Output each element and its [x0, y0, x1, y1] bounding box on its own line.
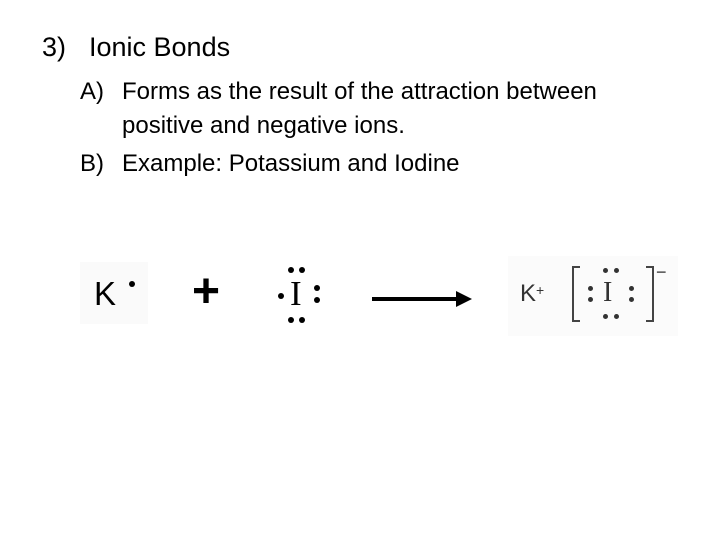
list-item-text: Forms as the result of the attraction between positive and negative ions.	[122, 78, 597, 139]
potassium-ion-charge: +	[536, 282, 545, 298]
plus-sign: +	[192, 265, 221, 318]
list-item-text: Example: Potassium and Iodine	[122, 150, 460, 177]
potassium-ion-symbol: K	[520, 280, 537, 307]
right-bracket	[646, 266, 654, 322]
heading-number: 3)	[42, 32, 67, 62]
iodine-symbol: I	[290, 274, 302, 313]
valence-electron-dot	[314, 285, 320, 291]
valence-electron-dot	[314, 297, 320, 303]
reaction-arrow-shaft	[372, 297, 460, 301]
electron-dot	[614, 268, 619, 273]
electron-dot	[614, 314, 619, 319]
valence-electron-dot	[288, 317, 294, 323]
list-item-letter: B)	[80, 150, 104, 177]
electron-dot	[588, 286, 593, 291]
valence-electron-dot	[299, 317, 305, 323]
electron-dot	[629, 297, 634, 302]
reaction-arrow-head	[456, 291, 472, 307]
valence-electron-dot	[278, 293, 284, 299]
valence-electron-dot	[299, 267, 305, 273]
potassium-ion	[520, 280, 544, 308]
valence-electron-dot	[288, 267, 294, 273]
electron-dot	[603, 268, 608, 273]
valence-electron-dot	[129, 281, 135, 287]
heading-title: Ionic Bonds	[89, 32, 231, 62]
list-item-letter: A)	[80, 78, 104, 105]
iodide-ion-symbol: I	[603, 277, 613, 308]
electron-dot	[629, 286, 634, 291]
iodide-ion-charge: −	[656, 262, 667, 282]
electron-dot	[603, 314, 608, 319]
electron-dot	[588, 297, 593, 302]
left-bracket	[572, 266, 580, 322]
potassium-symbol: K	[94, 275, 117, 312]
